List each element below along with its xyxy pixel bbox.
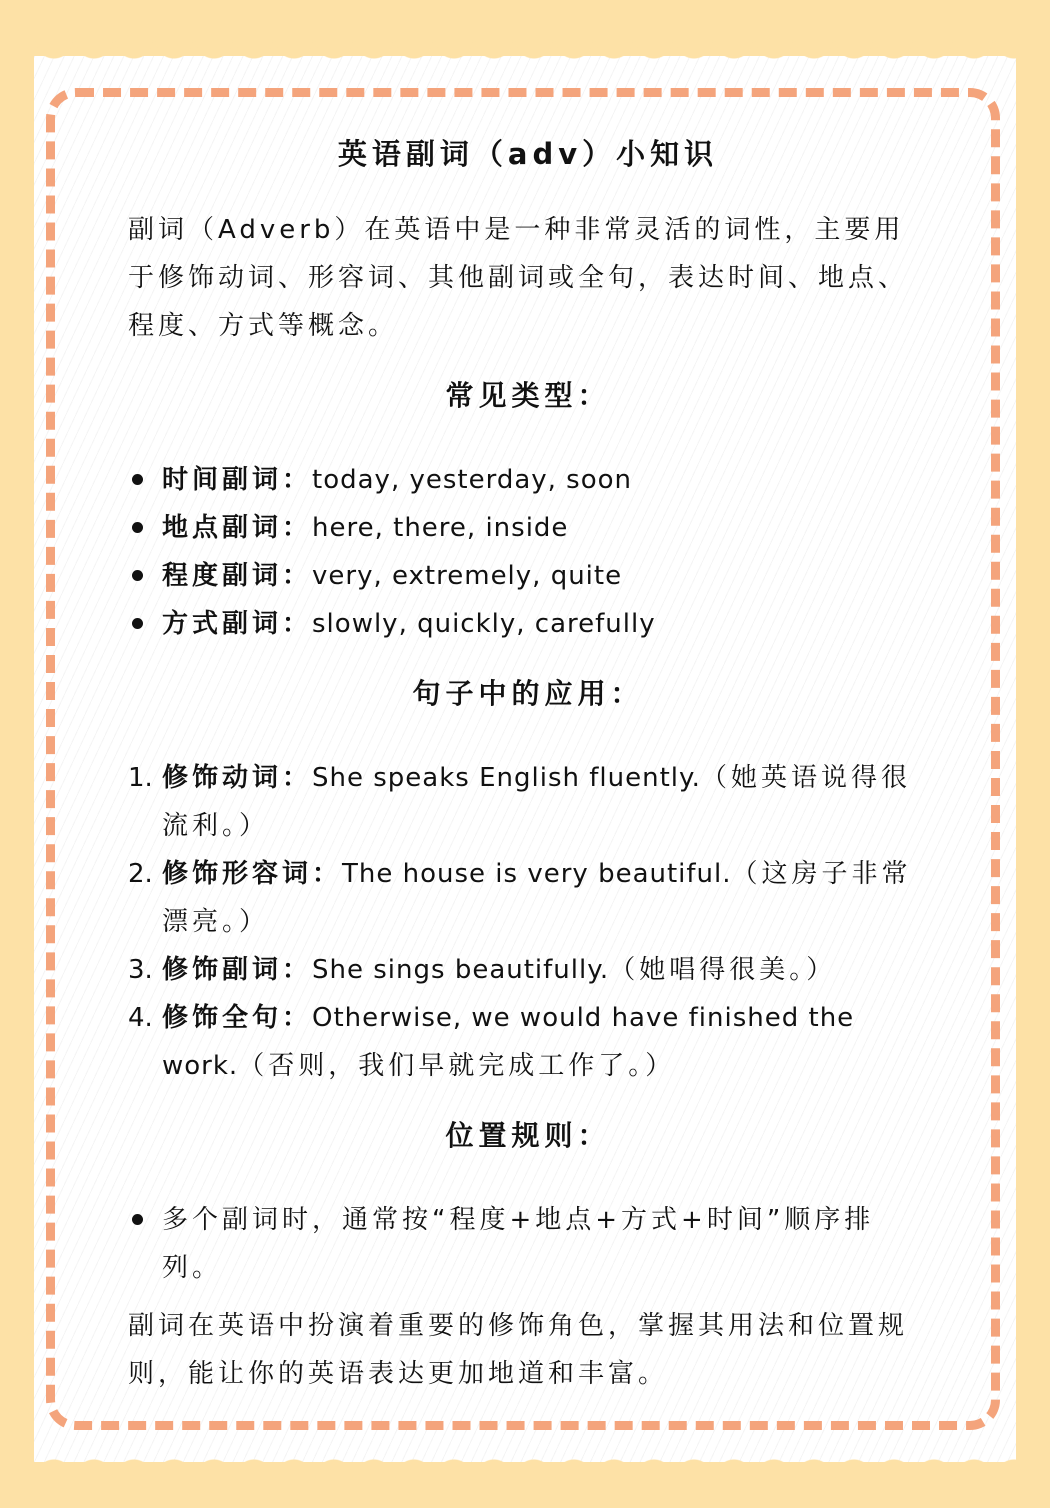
intro-paragraph: 副词（Adverb）在英语中是一种非常灵活的词性，主要用于修饰动词、形容词、其他副词或全句，表达时间、地点、程度、方式等概念。: [128, 215, 909, 341]
type-examples: here, there, inside: [312, 513, 569, 543]
usage-example: The house is very beautiful.: [342, 859, 732, 889]
usage-label: 修饰形容词：: [162, 859, 343, 889]
types-heading: 常见类型：: [445, 379, 611, 412]
usage-translation: （她唱得很美。）: [609, 955, 837, 985]
scalloped-edge-bottom: [34, 1438, 1016, 1478]
usage-list: [128, 754, 928, 1090]
list-item: [128, 946, 928, 994]
page-title: 英语副词（adv）小知识: [337, 137, 719, 171]
position-heading: 位置规则：: [445, 1119, 611, 1152]
list-item: [128, 504, 928, 552]
item-number: 2.: [128, 859, 153, 889]
closing-paragraph: 副词在英语中扮演着重要的修饰角色，掌握其用法和位置规则，能让你的英语表达更加地道和丰富。: [128, 1311, 909, 1389]
type-examples: today, yesterday, soon: [312, 465, 633, 495]
list-item: [128, 754, 928, 850]
usage-example: Otherwise, we would have finished the work.: [162, 1003, 855, 1081]
usage-translation: （这房子非常漂亮。）: [162, 859, 912, 937]
type-examples: very, extremely, quite: [312, 561, 623, 591]
item-number: 1.: [128, 763, 153, 793]
list-item: [128, 994, 928, 1090]
usage-example: She speaks English fluently.: [312, 763, 701, 793]
usage-heading: 句子中的应用：: [412, 677, 644, 710]
types-list: [128, 456, 928, 648]
type-label: 时间副词：: [162, 465, 313, 495]
usage-example: She sings beautifully.: [312, 955, 610, 985]
usage-label: 修饰副词：: [162, 955, 313, 985]
type-label: 方式副词：: [162, 609, 313, 639]
list-item: 多个副词时，通常按“程度+地点+方式+时间”顺序排列。: [128, 1196, 928, 1292]
scalloped-edge-top: [34, 40, 1016, 80]
usage-label: 修饰全句：: [162, 1003, 313, 1033]
usage-translation: （否则，我们早就完成工作了。）: [238, 1051, 676, 1081]
type-examples: slowly, quickly, carefully: [312, 609, 656, 639]
type-label: 地点副词：: [162, 513, 313, 543]
list-item: [128, 850, 928, 946]
item-number: 3.: [128, 955, 153, 985]
list-item: [128, 552, 928, 600]
item-number: 4.: [128, 1003, 153, 1033]
position-list: [128, 1196, 928, 1292]
usage-label: 修饰动词：: [162, 763, 313, 793]
content: [128, 128, 928, 1398]
list-item: [128, 456, 928, 504]
usage-translation: （她英语说得很流利。）: [162, 763, 911, 841]
type-label: 程度副词：: [162, 561, 313, 591]
list-item: [128, 600, 928, 648]
